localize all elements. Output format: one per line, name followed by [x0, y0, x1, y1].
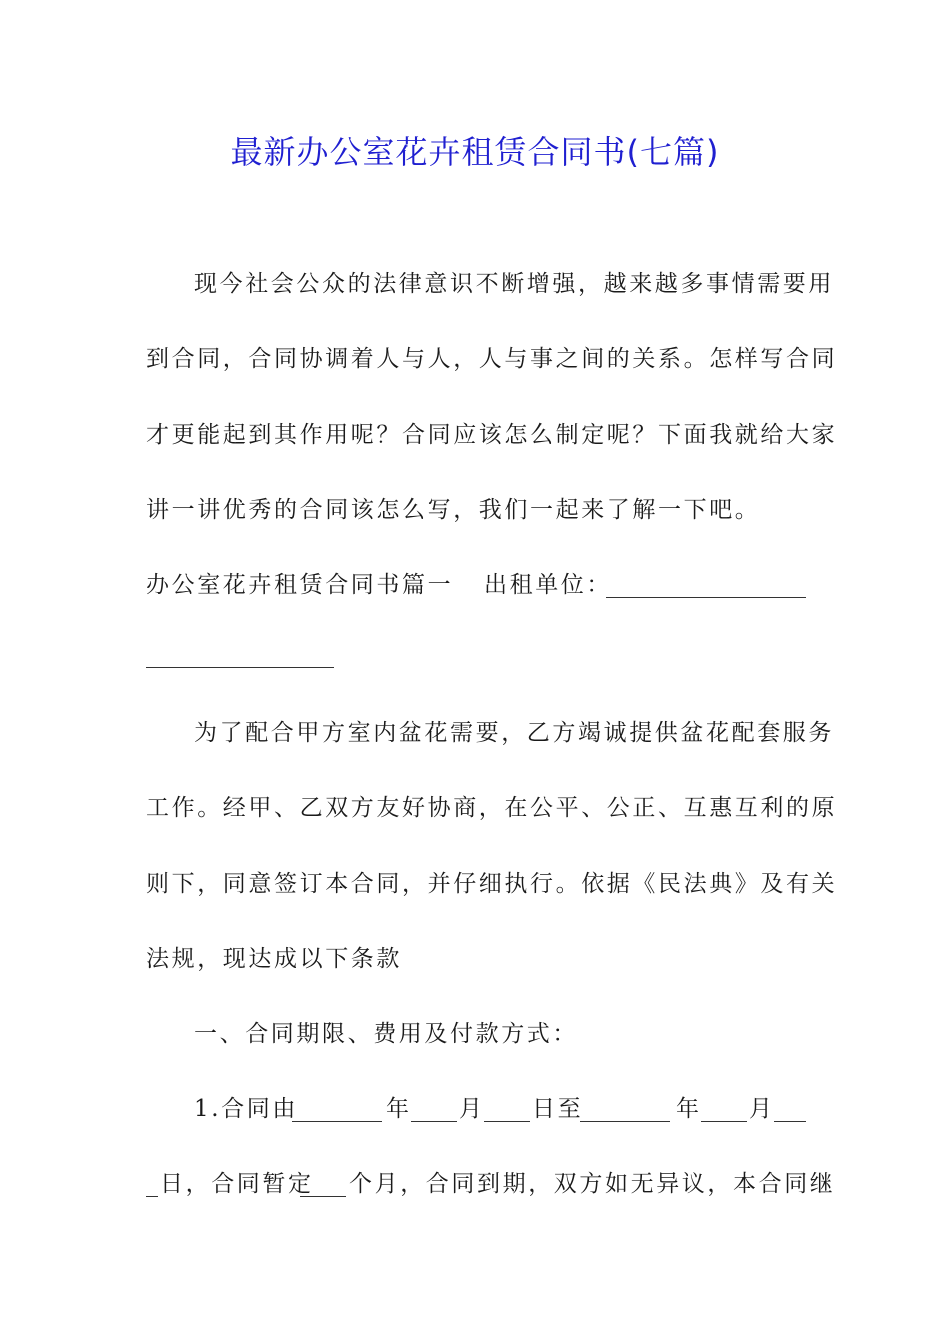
lessor-blank-line-1 — [606, 597, 806, 598]
clause1-1-part6: 月 — [749, 1096, 775, 1122]
clause1-1-part2: 年 — [386, 1096, 412, 1122]
document-title: 最新办公室花卉租赁合同书(七篇) — [230, 133, 720, 171]
lessor-blank-line-2 — [146, 667, 334, 668]
clause1-1-part1: 1.合同由 — [194, 1096, 298, 1122]
clause1-2-part2: 个月，合同到期，双方如无异议，本合同继 — [349, 1171, 836, 1197]
section-heading: 办公室花卉租赁合同书篇一 — [146, 572, 454, 598]
para2-line-4: 法规，现达成以下条款 — [146, 946, 402, 972]
para2-line-3: 则下，同意签订本合同，并仔细执行。依据《民法典》及有关 — [146, 871, 838, 897]
clause1-heading: 一、合同期限、费用及付款方式： — [194, 1021, 578, 1047]
blank-day-start — [484, 1121, 530, 1122]
intro-line-4: 讲一讲优秀的合同该怎么写，我们一起来了解一下吧。 — [146, 497, 761, 523]
intro-line-1: 现今社会公众的法律意识不断增强，越来越多事情需要用 — [194, 271, 834, 297]
para2-line-1: 为了配合甲方室内盆花需要，乙方竭诚提供盆花配套服务 — [194, 720, 834, 746]
blank-day-end-a — [774, 1121, 806, 1122]
clause1-2-part1: 日，合同暂定 — [160, 1171, 314, 1197]
lessor-label: 出租单位： — [484, 572, 612, 598]
blank-year-start — [292, 1121, 382, 1122]
blank-months — [300, 1196, 346, 1197]
blank-month-end — [701, 1121, 747, 1122]
clause1-1-part5: 年 — [676, 1096, 702, 1122]
blank-year-end — [580, 1121, 670, 1122]
clause1-1-part4: 日至 — [532, 1096, 584, 1122]
para2-line-2: 工作。经甲、乙双方友好协商，在公平、公正、互惠互利的原 — [146, 795, 838, 821]
clause1-1-part3: 月 — [459, 1096, 485, 1122]
intro-line-2: 到合同，合同协调着人与人，人与事之间的关系。怎样写合同 — [146, 346, 838, 372]
blank-day-end-b — [146, 1196, 158, 1197]
intro-line-3: 才更能起到其作用呢？合同应该怎么制定呢？下面我就给大家 — [146, 422, 838, 448]
blank-month-start — [411, 1121, 457, 1122]
